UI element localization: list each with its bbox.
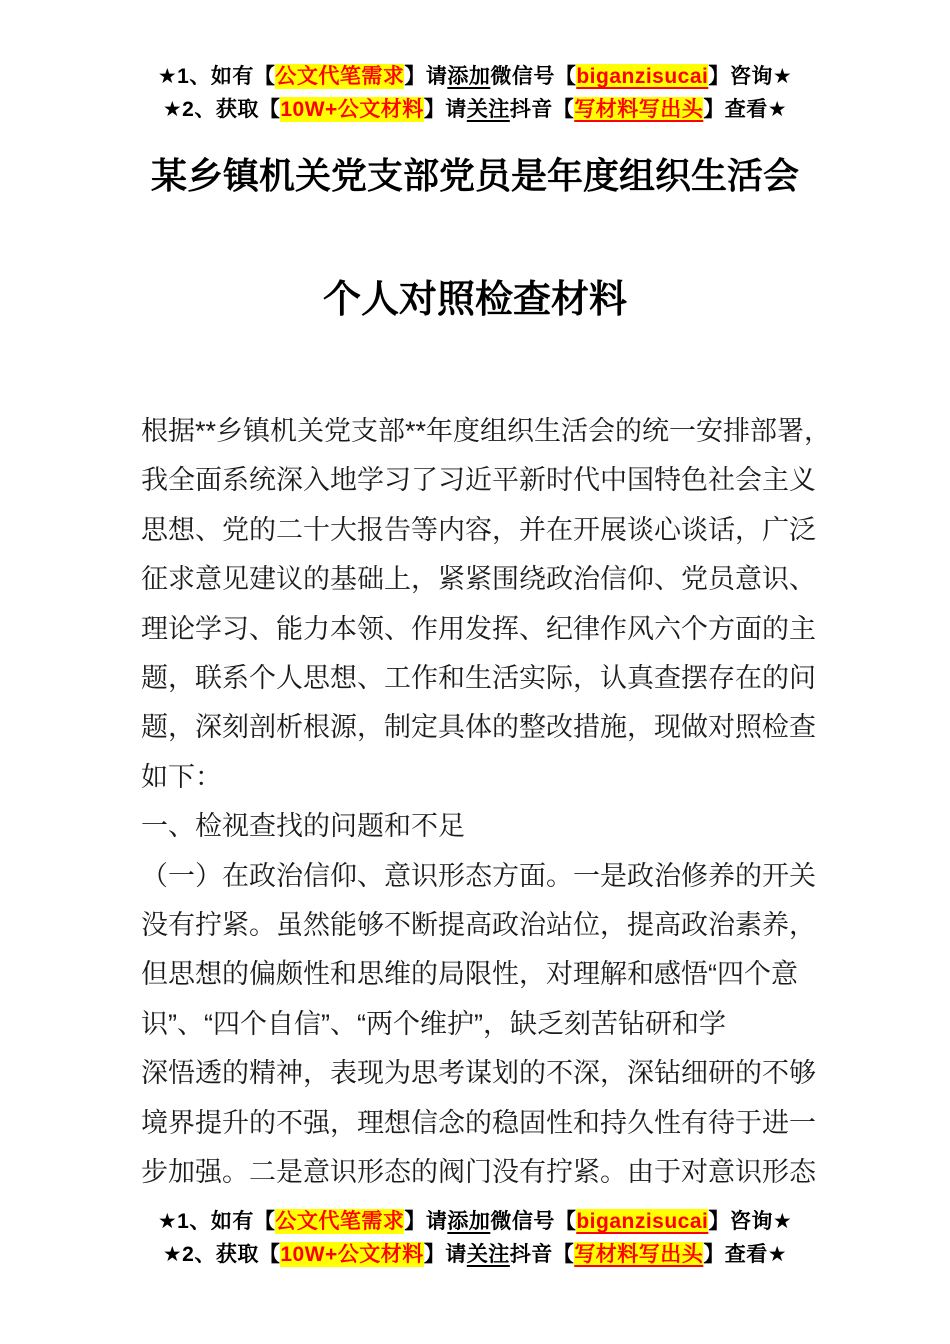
body-line: 理论学习、能力本领、作用发挥、纪律作风六个方面的主 xyxy=(141,613,816,644)
body-line: 思想、党的二十大报告等内容，并在开展谈心谈话，广泛 xyxy=(141,514,816,545)
body-line: 题，深刻剖析根源，制定具体的整改措施，现做对照检查 xyxy=(141,712,816,743)
promo-highlighted-text: 10W+公文材料 xyxy=(280,1243,424,1266)
promo-text: 微信号【 xyxy=(490,65,577,88)
promo-text: 】咨询★ xyxy=(708,1210,793,1233)
promo-highlighted-text: 公文代笔需求 xyxy=(275,65,405,88)
promo-highlighted-text: biganzisucai xyxy=(576,65,709,88)
body-line: 但思想的偏颇性和思维的局限性，对理解和感悟“四个意 xyxy=(141,959,798,990)
promo-highlighted-text: 公文代笔需求 xyxy=(275,1210,405,1233)
promo-text: 】咨询★ xyxy=(708,65,793,88)
promo-underlined-text: 关注 xyxy=(466,98,510,121)
body-line: 我全面系统深入地学习了习近平新时代中国特色社会主义 xyxy=(141,465,816,496)
promo-line xyxy=(0,1205,950,1238)
promo-text: 抖音【 xyxy=(509,98,575,121)
body-line: 深悟透的精神，表现为思考谋划的不深，深钻细研的不够 xyxy=(141,1058,816,1089)
promo-text: 】查看★ xyxy=(703,98,788,121)
promo-highlighted-text: 写材料写出头 xyxy=(574,98,704,121)
body-line: 征求意见建议的基础上，紧紧围绕政治信仰、党员意识、 xyxy=(141,564,816,595)
promo-highlighted-text: 10W+公文材料 xyxy=(280,98,424,121)
promo-line xyxy=(0,60,950,93)
body-line: 没有拧紧。虽然能够不断提高政治站位，提高政治素养， xyxy=(141,910,816,941)
promo-text: 】请 xyxy=(404,65,448,88)
promo-highlighted-text: biganzisucai xyxy=(576,1210,709,1233)
promo-underlined-text: 添加 xyxy=(447,1210,491,1233)
footer-promo-banner xyxy=(0,1205,950,1271)
promo-text: ★1、如有【 xyxy=(157,65,276,88)
promo-text: 】请 xyxy=(423,1243,467,1266)
header-promo-banner xyxy=(0,60,950,126)
promo-text: 微信号【 xyxy=(490,1210,577,1233)
promo-text: 】请 xyxy=(423,98,467,121)
promo-text: 抖音【 xyxy=(509,1243,575,1266)
body-line: 题，联系个人思想、工作和生活实际，认真查摆存在的问 xyxy=(141,663,816,694)
document-title-line2: 个人对照检查材料 xyxy=(322,279,627,321)
body-line: （一）在政治信仰、意识形态方面。一是政治修养的开关 xyxy=(141,860,816,891)
promo-text: ★1、如有【 xyxy=(157,1210,276,1233)
body-line: 如下： xyxy=(141,761,222,792)
body-line: 根据**乡镇机关党支部**年度组织生活会的统一安排部署， xyxy=(141,416,832,446)
body-line: 一、检视查找的问题和不足 xyxy=(141,811,465,842)
body-line: 识”、“四个自信”、“两个维护”，缺乏刻苦钻研和学 xyxy=(141,1008,726,1039)
body-line: 境界提升的不强，理想信念的稳固性和持久性有待于进一 xyxy=(141,1107,816,1138)
promo-line xyxy=(0,93,950,126)
promo-underlined-text: 添加 xyxy=(447,65,491,88)
promo-highlighted-text: 写材料写出头 xyxy=(574,1243,704,1266)
promo-underlined-text: 关注 xyxy=(466,1243,510,1266)
document-title-line1: 某乡镇机关党支部党员是年度组织生活会 xyxy=(150,155,799,196)
document-body xyxy=(141,407,832,1198)
promo-text: 】查看★ xyxy=(703,1243,788,1266)
body-line: 步加强。二是意识形态的阀门没有拧紧。由于对意识形态 xyxy=(141,1157,816,1188)
promo-text: ★2、获取【 xyxy=(162,1243,281,1266)
promo-line xyxy=(0,1238,950,1271)
promo-text: ★2、获取【 xyxy=(162,98,281,121)
promo-text: 】请 xyxy=(404,1210,448,1233)
